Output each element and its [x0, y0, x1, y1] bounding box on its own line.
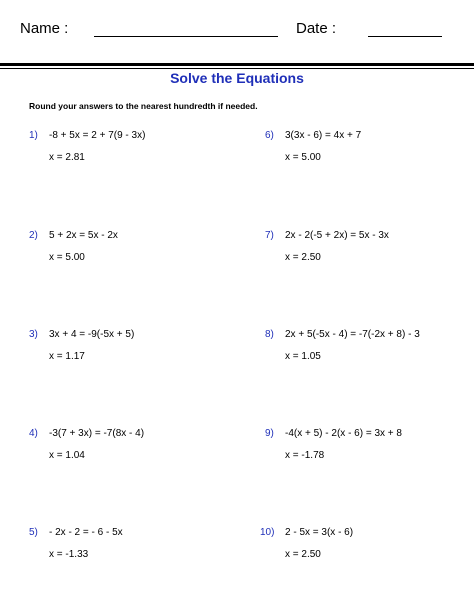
- problem-equation: 3(3x - 6) = 4x + 7: [285, 130, 362, 141]
- problem-equation: 3x + 4 = -9(-5x + 5): [49, 329, 135, 340]
- instructions-text: Round your answers to the nearest hundredth if needed.: [29, 101, 258, 111]
- name-underline: [94, 36, 278, 37]
- problem-number: 2): [29, 230, 38, 241]
- problem-answer: x = 5.00: [49, 252, 85, 263]
- problem-answer: x = 1.17: [49, 351, 85, 362]
- problem-answer: x = 5.00: [285, 152, 321, 163]
- problem-number: 5): [29, 527, 38, 538]
- problem-number: 10): [260, 527, 275, 538]
- date-label: Date :: [296, 20, 337, 37]
- problem-number: 4): [29, 428, 38, 439]
- date-underline: [368, 36, 442, 37]
- problem-number: 3): [29, 329, 38, 340]
- page-title: Solve the Equations: [170, 70, 304, 86]
- problem-answer: x = 2.50: [285, 549, 321, 560]
- problem-equation: 2x - 2(-5 + 2x) = 5x - 3x: [285, 230, 389, 241]
- problem-equation: - 2x - 2 = - 6 - 5x: [49, 527, 123, 538]
- problem-number: 1): [29, 130, 38, 141]
- header-divider-thin: [0, 68, 474, 69]
- problem-equation: 2x + 5(-5x - 4) = -7(-2x + 8) - 3: [285, 329, 420, 340]
- problem-answer: x = 1.04: [49, 450, 85, 461]
- problem-answer: x = -1.78: [285, 450, 325, 461]
- problem-equation: -4(x + 5) - 2(x - 6) = 3x + 8: [285, 428, 402, 439]
- problem-equation: -8 + 5x = 2 + 7(9 - 3x): [49, 130, 146, 141]
- problem-answer: x = 1.05: [285, 351, 321, 362]
- problem-equation: 5 + 2x = 5x - 2x: [49, 230, 118, 241]
- problem-equation: 2 - 5x = 3(x - 6): [285, 527, 354, 538]
- problem-number: 6): [265, 130, 274, 141]
- problem-equation: -3(7 + 3x) = -7(8x - 4): [49, 428, 145, 439]
- name-label: Name :: [20, 20, 69, 37]
- problem-number: 8): [265, 329, 274, 340]
- problem-number: 9): [265, 428, 274, 439]
- problem-answer: x = 2.81: [49, 152, 85, 163]
- header-divider-thick: [0, 63, 474, 66]
- problem-answer: x = 2.50: [285, 252, 321, 263]
- problem-number: 7): [265, 230, 274, 241]
- problem-answer: x = -1.33: [49, 549, 89, 560]
